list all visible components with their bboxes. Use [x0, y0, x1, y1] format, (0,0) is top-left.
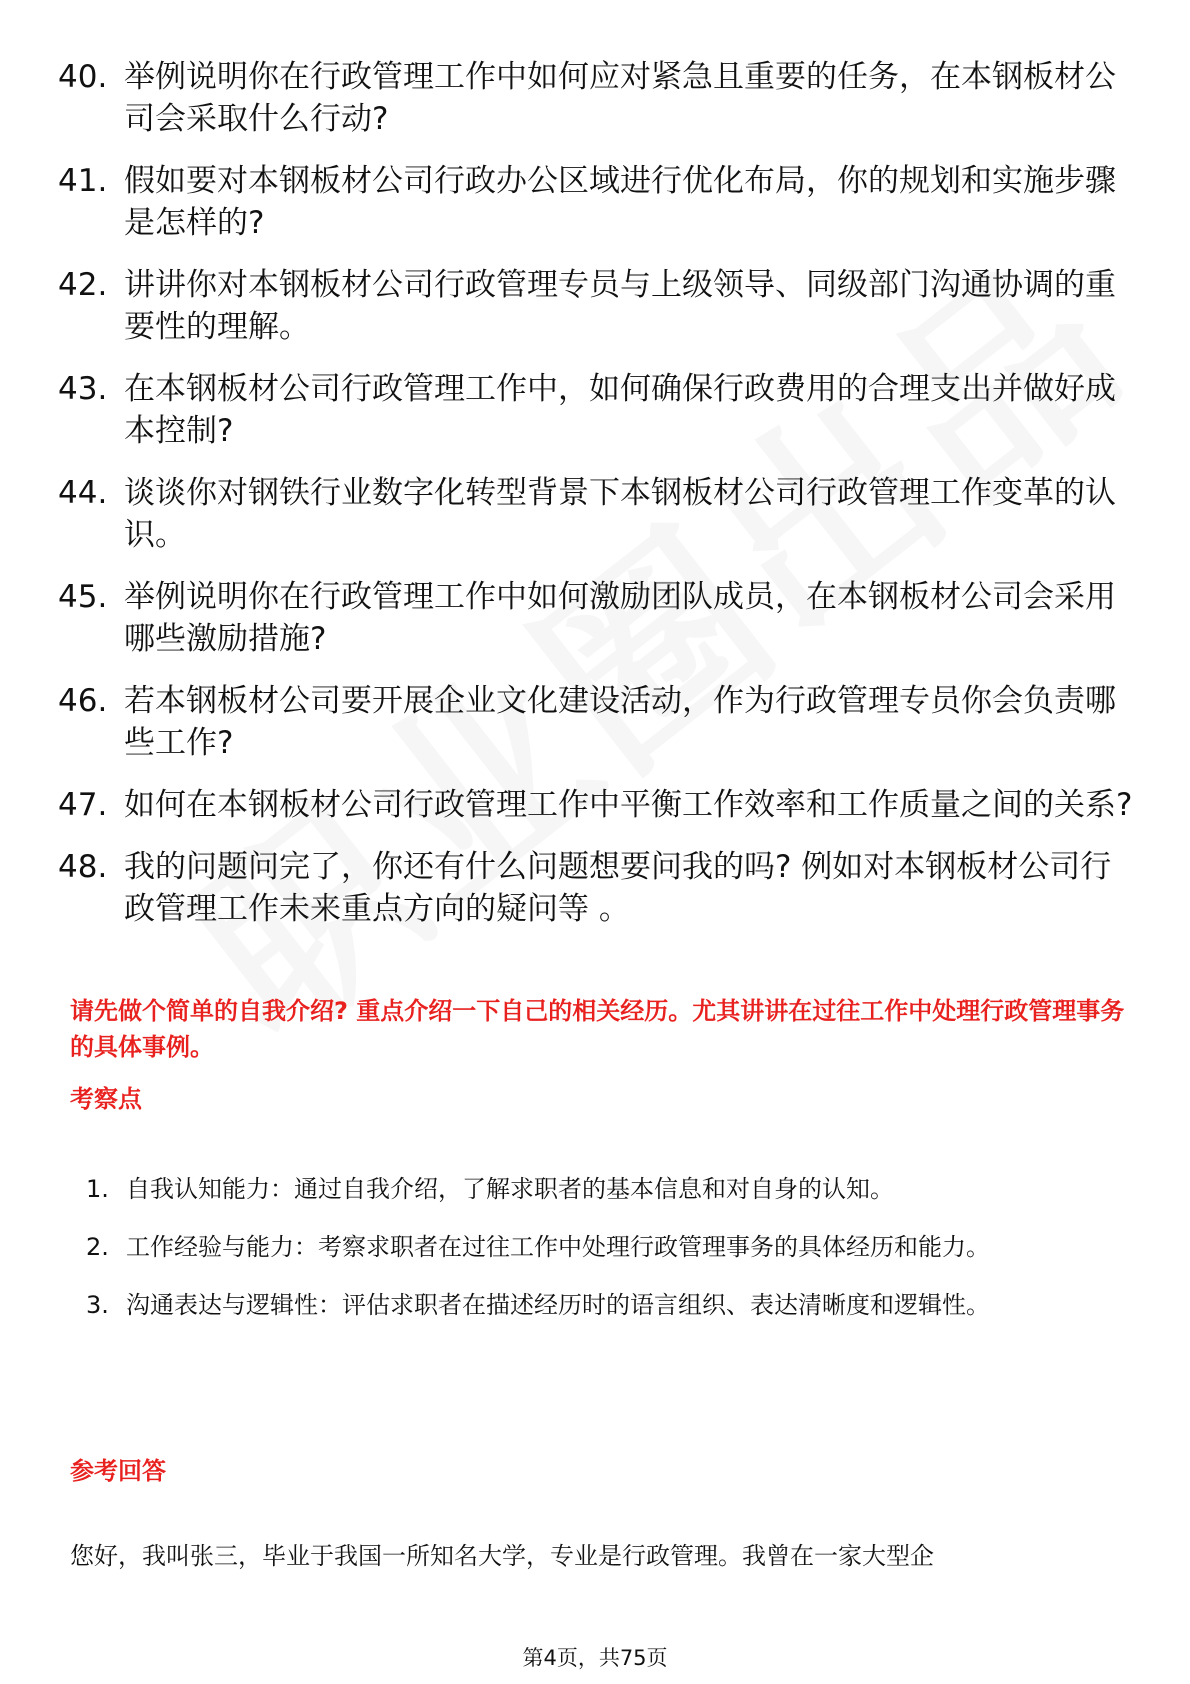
list-item	[58, 846, 1138, 930]
list-item	[70, 1221, 1130, 1273]
question-text: 在本钢板材公司行政管理工作中，如何确保行政费用的合理支出并做好成本控制?	[124, 371, 1116, 449]
list-item	[58, 576, 1138, 660]
list-item	[70, 1163, 1130, 1215]
question-text: 讲讲你对本钢板材公司行政管理专员与上级领导、同级部门沟通协调的重要性的理解。	[124, 267, 1116, 345]
point-text: 自我认知能力：通过自我介绍，了解求职者的基本信息和对自身的认知。	[126, 1175, 894, 1203]
focus-points	[70, 1163, 1130, 1337]
list-item	[58, 264, 1138, 348]
point-text: 沟通表达与逻辑性：评估求职者在描述经历时的语言组织、表达清晰度和逻辑性。	[126, 1291, 990, 1319]
question-text: 若本钢板材公司要开展企业文化建设活动，作为行政管理专员你会负责哪些工作?	[124, 683, 1116, 761]
list-item	[58, 680, 1138, 764]
question-number: 46.	[58, 683, 108, 719]
page-footer: 第4页，共75页	[522, 1646, 668, 1670]
question-text: 我的问题问完了，你还有什么问题想要问我的吗? 例如对本钢板材公司行政管理工作未来重点方向的疑问等 。	[124, 849, 1112, 927]
question-text: 举例说明你在行政管理工作中如何激励团队成员，在本钢板材公司会采用哪些激励措施?	[124, 579, 1116, 657]
list-item	[70, 1279, 1130, 1331]
featured-question: 请先做个简单的自我介绍? 重点介绍一下自己的相关经历。尤其讲讲在过往工作中处理行政管理事务的具体事例。	[70, 997, 1125, 1061]
reference-heading: 参考回答	[70, 1457, 166, 1485]
question-number: 41.	[58, 163, 108, 199]
question-list	[58, 56, 1138, 950]
question-number: 40.	[58, 59, 108, 95]
point-number: 3.	[86, 1291, 109, 1319]
question-number: 42.	[58, 267, 108, 303]
list-item	[58, 56, 1138, 140]
list-item	[58, 472, 1138, 556]
question-number: 48.	[58, 849, 108, 885]
question-number: 45.	[58, 579, 108, 615]
question-number: 44.	[58, 475, 108, 511]
reference-answer: 您好，我叫张三，毕业于我国一所知名大学，专业是行政管理。我曾在一家大型企	[70, 1542, 934, 1570]
question-text: 如何在本钢板材公司行政管理工作中平衡工作效率和工作质量之间的关系?	[124, 787, 1133, 823]
list-item	[58, 160, 1138, 244]
list-item	[58, 368, 1138, 452]
focus-heading: 考察点	[70, 1085, 142, 1113]
question-number: 43.	[58, 371, 108, 407]
question-number: 47.	[58, 787, 108, 823]
point-number: 2.	[86, 1233, 109, 1261]
point-text: 工作经验与能力：考察求职者在过往工作中处理行政管理事务的具体经历和能力。	[126, 1233, 990, 1261]
question-text: 举例说明你在行政管理工作中如何应对紧急且重要的任务，在本钢板材公司会采取什么行动?	[124, 59, 1116, 137]
question-text: 假如要对本钢板材公司行政办公区域进行优化布局，你的规划和实施步骤是怎样的?	[124, 163, 1116, 241]
list-item	[58, 784, 1138, 826]
question-text: 谈谈你对钢铁行业数字化转型背景下本钢板材公司行政管理工作变革的认识。	[124, 475, 1116, 553]
point-number: 1.	[86, 1175, 109, 1203]
